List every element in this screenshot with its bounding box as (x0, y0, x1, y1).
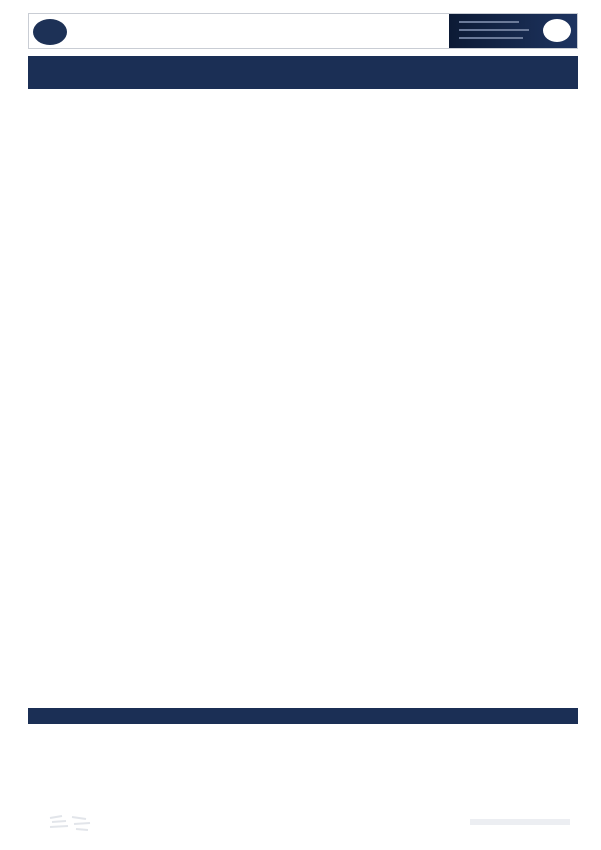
logo-badge-icon (33, 19, 67, 45)
page-header (28, 13, 578, 49)
initial-field[interactable] (470, 819, 570, 825)
statement-title (28, 56, 578, 72)
column-headers (28, 72, 578, 89)
assets-title (28, 708, 578, 724)
banner-logo-icon (543, 19, 571, 42)
merchant-west-logo (33, 18, 71, 46)
header-banner (449, 14, 577, 48)
footer-scribble (48, 812, 94, 832)
